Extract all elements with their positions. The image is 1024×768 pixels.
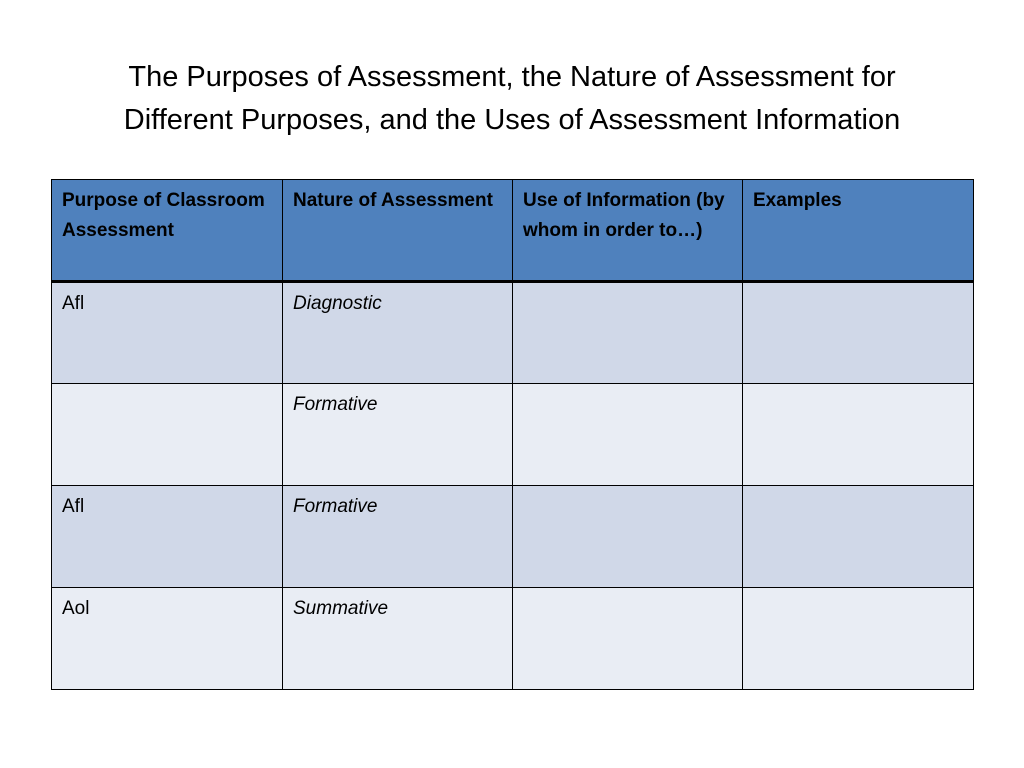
use-cell [513, 384, 743, 486]
use-cell [513, 486, 743, 588]
header-purpose: Purpose of Classroom Assessment [52, 180, 283, 282]
use-cell [513, 282, 743, 384]
examples-cell [743, 282, 974, 384]
table-row [52, 588, 974, 690]
table-row [52, 486, 974, 588]
slide-title [40, 56, 984, 142]
table-header-row [52, 180, 974, 282]
slide-title-line-2: Different Purposes, and the Uses of Assessment Information [123, 104, 901, 136]
examples-cell [743, 486, 974, 588]
examples-cell [743, 384, 974, 486]
slide-title-line-1: The Purposes of Assessment, the Nature of Assessment for [128, 61, 896, 93]
header-examples: Examples [743, 180, 974, 282]
nature-cell: Formative [283, 486, 513, 588]
assessment-table [51, 179, 974, 690]
header-use-of-information: Use of Information (by whom in order to…) [513, 180, 743, 282]
purpose-cell: Aol [52, 588, 283, 690]
table-row [52, 282, 974, 384]
purpose-cell: Afl [52, 282, 283, 384]
examples-cell [743, 588, 974, 690]
nature-cell: Formative [283, 384, 513, 486]
use-cell [513, 588, 743, 690]
purpose-cell [52, 384, 283, 486]
nature-cell: Summative [283, 588, 513, 690]
header-nature: Nature of Assessment [283, 180, 513, 282]
purpose-cell: Afl [52, 486, 283, 588]
table-row [52, 384, 974, 486]
nature-cell: Diagnostic [283, 282, 513, 384]
